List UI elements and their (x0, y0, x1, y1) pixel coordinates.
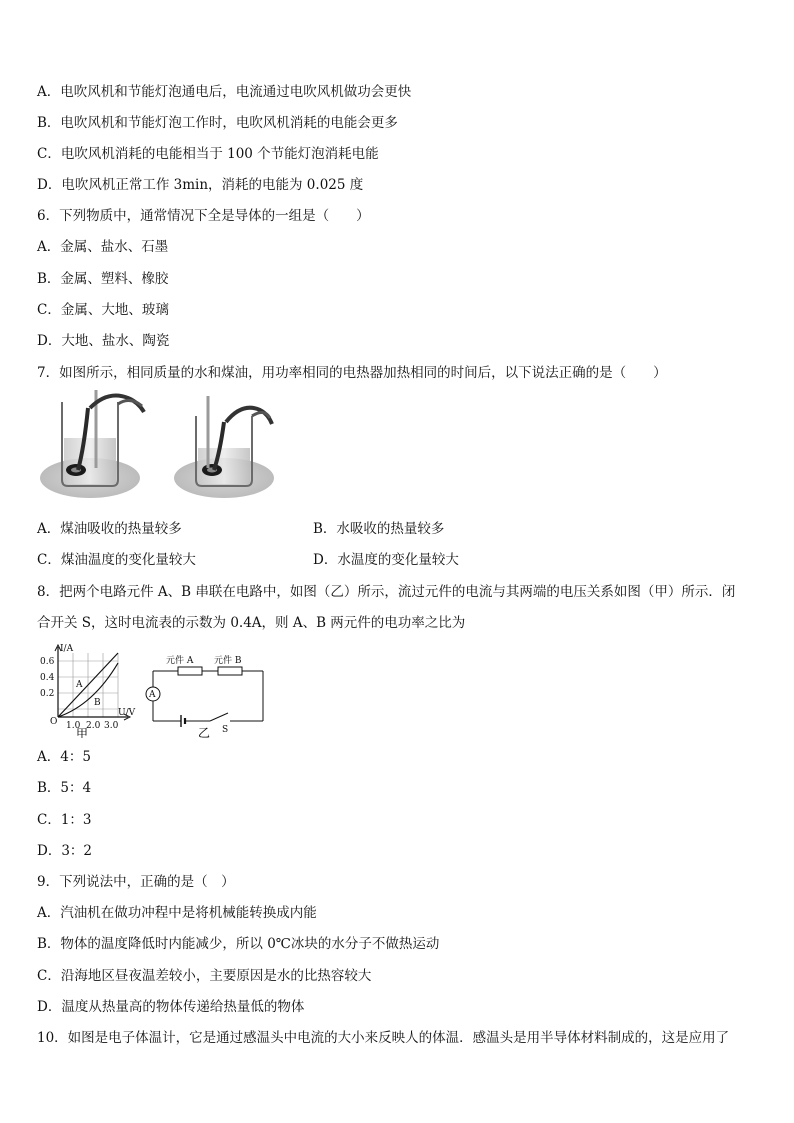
q5-option-d: D．电吹风机正常工作 3min，消耗的电能为 0.025 度 (37, 177, 364, 193)
q7-beakers-figure (38, 388, 278, 508)
q9-option-b: B．物体的温度降低时内能减少，所以 0℃冰块的水分子不做热运动 (37, 936, 440, 952)
q7-stem: 7．如图所示，相同质量的水和煤油，用功率相同的电热器加热相同的时间后，以下说法正确的是（ ） (37, 365, 667, 381)
element-a (178, 667, 202, 675)
element-b (218, 667, 242, 675)
x-tick-1: 1.0 (66, 721, 81, 731)
q8-figure (38, 643, 268, 738)
curve-b-label: B (94, 698, 101, 708)
circuit-caption: 乙 (198, 726, 211, 738)
y-axis-label: I/A (60, 644, 74, 654)
q9-option-c: C．沿海地区昼夜温差较小，主要原因是水的比热容较大 (37, 968, 372, 984)
x-axis-label: U/V (118, 708, 136, 718)
beaker-right (174, 396, 274, 498)
q6-option-a: A．金属、盐水、石墨 (37, 239, 169, 255)
q5-option-b: B．电吹风机和节能灯泡工作时，电吹风机消耗的电能会更多 (37, 115, 398, 131)
ammeter-label: A (149, 690, 156, 700)
q6-option-d: D．大地、盐水、陶瓷 (37, 333, 170, 349)
beaker-left (40, 390, 144, 498)
q7-option-b: B．水吸收的热量较多 (313, 521, 445, 537)
q9-option-d: D．温度从热量高的物体传递给热量低的物体 (37, 999, 305, 1015)
q6-option-c: C．金属、大地、玻璃 (37, 302, 169, 318)
element-a-label: 元件 A (166, 656, 194, 666)
origin-label: O (50, 717, 58, 727)
q7-option-d: D．水温度的变化量较大 (313, 552, 459, 568)
q10-stem-line1: 10．如图是电子体温计，它是通过感温头中电流的大小来反映人的体温．感温头是用半导体材料制成的，这是应用了 (37, 1030, 730, 1046)
q8-option-c: C．1：3 (37, 812, 92, 828)
curve-a-label: A (76, 680, 83, 690)
q9-stem: 9．下列说法中，正确的是（ ） (37, 874, 235, 890)
q6-stem: 6．下列物质中，通常情况下全是导体的一组是（ ） (37, 208, 370, 224)
q7-option-a: A．煤油吸收的热量较多 (37, 521, 182, 537)
switch (210, 713, 228, 721)
q5-option-c: C．电吹风机消耗的电能相当于 100 个节能灯泡消耗电能 (37, 146, 379, 162)
x-tick-3: 3.0 (104, 721, 119, 731)
q8-option-d: D．3：2 (37, 843, 93, 859)
y-tick-02: 0.2 (40, 689, 55, 699)
q8-stem-line1: 8．把两个电路元件 A、B 串联在电路中，如图（乙）所示，流过元件的电流与其两端的电压关系如图（甲）所示．闭 (37, 584, 736, 600)
q8-option-b: B．5：4 (37, 780, 92, 796)
y-tick-06: 0.6 (40, 657, 55, 667)
circuit-diagram (146, 667, 263, 727)
y-tick-04: 0.4 (40, 673, 55, 683)
q5-option-a: A．电吹风机和节能灯泡通电后，电流通过电吹风机做功会更快 (37, 84, 412, 100)
q8-stem-line2: 合开关 S，这时电流表的示数为 0.4A，则 A、B 两元件的电功率之比为 (37, 615, 466, 631)
graph-caption: 甲 (76, 727, 89, 738)
switch-label: S (222, 725, 229, 735)
q8-option-a: A．4：5 (37, 749, 91, 765)
x-tick-2: 2.0 (86, 721, 101, 731)
q6-option-b: B．金属、塑料、橡胶 (37, 271, 169, 287)
q7-option-c: C．煤油温度的变化量较大 (37, 552, 196, 568)
q9-option-a: A．汽油机在做功冲程中是将机械能转换成内能 (37, 905, 317, 921)
iu-graph (40, 644, 136, 738)
element-b-label: 元件 B (214, 656, 242, 666)
